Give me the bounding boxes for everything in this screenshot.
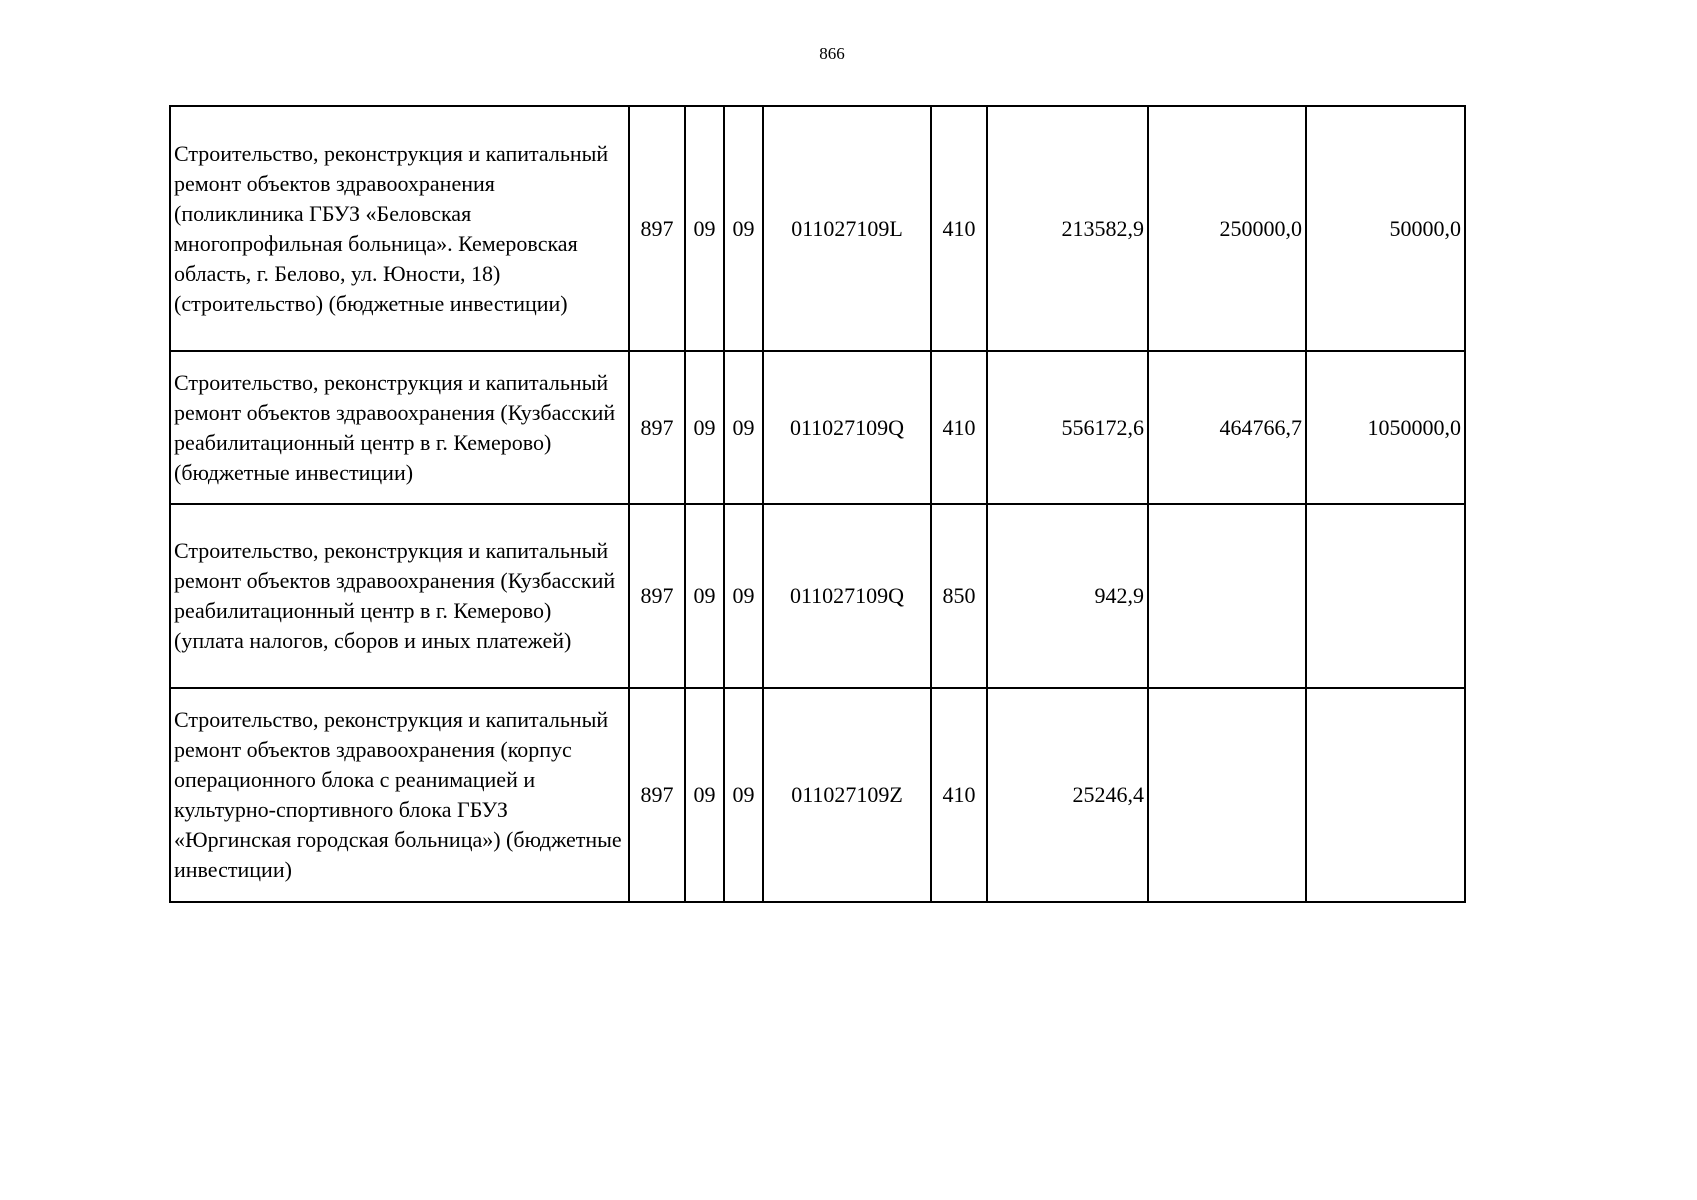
ministry-code-cell: 897 — [629, 351, 685, 504]
subsection-cell: 09 — [724, 504, 763, 688]
expense-name-cell: Строительство, реконструкция и капитальный ремонт объектов здравоохранения (корпус операционного блока с реанимацией и культурно-спортивного блока ГБУЗ «Юргинская городская больница») (бюджетные инвестиции) — [170, 688, 629, 902]
page-number: 866 — [819, 44, 845, 63]
target-article-cell: 011027109Q — [763, 351, 931, 504]
amount-2-cell: 464766,7 — [1148, 351, 1306, 504]
section-cell: 09 — [685, 106, 724, 351]
expense-name-cell: Строительство, реконструкция и капитальный ремонт объектов здравоохранения (Кузбасский реабилитационный центр в г. Кемерово) (бюджетные инвестиции) — [170, 351, 629, 504]
subsection-cell: 09 — [724, 106, 763, 351]
ministry-code-cell: 897 — [629, 106, 685, 351]
section-cell: 09 — [685, 688, 724, 902]
subsection-cell: 09 — [724, 351, 763, 504]
amount-2-cell: 250000,0 — [1148, 106, 1306, 351]
amount-1-cell: 942,9 — [987, 504, 1148, 688]
subsection-cell: 09 — [724, 688, 763, 902]
section-cell: 09 — [685, 504, 724, 688]
amount-1-cell: 213582,9 — [987, 106, 1148, 351]
ministry-code-cell: 897 — [629, 688, 685, 902]
amount-2-cell — [1148, 504, 1306, 688]
amount-3-cell: 1050000,0 — [1306, 351, 1465, 504]
amount-3-cell — [1306, 504, 1465, 688]
section-cell: 09 — [685, 351, 724, 504]
expense-type-cell: 850 — [931, 504, 987, 688]
budget-table — [169, 105, 1466, 903]
amount-3-cell — [1306, 688, 1465, 902]
target-article-cell: 011027109Z — [763, 688, 931, 902]
expense-type-cell: 410 — [931, 351, 987, 504]
expense-type-cell: 410 — [931, 688, 987, 902]
amount-3-cell: 50000,0 — [1306, 106, 1465, 351]
ministry-code-cell: 897 — [629, 504, 685, 688]
amount-2-cell — [1148, 688, 1306, 902]
table-row — [170, 688, 1465, 902]
expense-name-cell: Строительство, реконструкция и капитальный ремонт объектов здравоохранения (поликлиника ГБУЗ «Беловская многопрофильная больница». Кемеровская область, г. Белово, ул. Юности, 18) (строительство) (бюджетные инвестиции) — [170, 106, 629, 351]
table-row — [170, 106, 1465, 351]
table-row — [170, 351, 1465, 504]
expense-type-cell: 410 — [931, 106, 987, 351]
table-row — [170, 504, 1465, 688]
amount-1-cell: 25246,4 — [987, 688, 1148, 902]
expense-name-cell: Строительство, реконструкция и капитальный ремонт объектов здравоохранения (Кузбасский реабилитационный центр в г. Кемерово) (уплата налогов, сборов и иных платежей) — [170, 504, 629, 688]
target-article-cell: 011027109L — [763, 106, 931, 351]
target-article-cell: 011027109Q — [763, 504, 931, 688]
amount-1-cell: 556172,6 — [987, 351, 1148, 504]
